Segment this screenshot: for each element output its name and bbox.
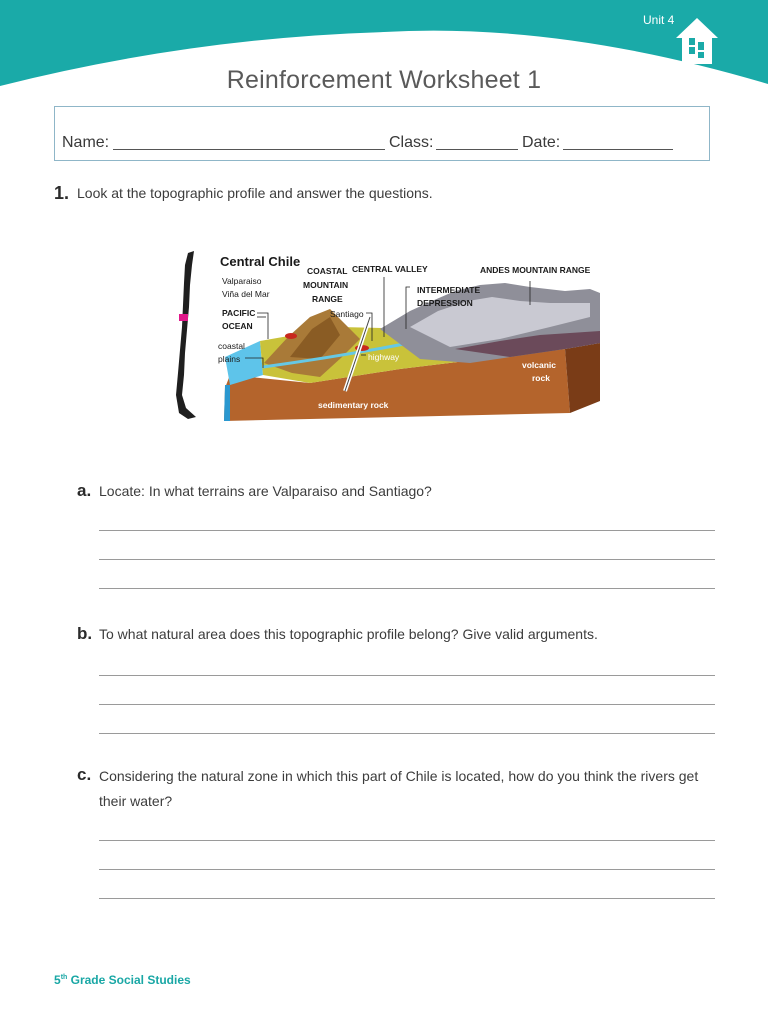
- coastal-plains-label-2: plains: [218, 354, 241, 364]
- sub-question-text-line1: Considering the natural zone in which this part of Chile is located, how do you think the rivers get: [99, 768, 699, 784]
- answer-line[interactable]: [99, 869, 715, 870]
- diagram-title: Central Chile: [220, 254, 301, 269]
- footer-subject: Grade Social Studies: [67, 973, 191, 987]
- santiago-label: Santiago: [330, 309, 364, 319]
- rock-label: rock: [532, 373, 550, 383]
- topographic-profile-diagram: [170, 245, 610, 425]
- student-info-box: [54, 106, 710, 161]
- class-field[interactable]: [436, 149, 518, 150]
- highway-label: highway: [368, 352, 400, 362]
- unit-label: Unit 4: [643, 13, 675, 27]
- coastal-label: COASTAL: [307, 266, 348, 276]
- house-icon: [672, 16, 722, 66]
- answer-line[interactable]: [99, 898, 715, 899]
- central-valley-label: CENTRAL VALLEY: [352, 264, 428, 274]
- valparaiso-marker: [285, 333, 297, 339]
- sub-question-text: To what natural area does this topographic profile belong? Give valid arguments.: [99, 626, 598, 642]
- depression-label: DEPRESSION: [417, 298, 473, 308]
- footer-ordinal: th: [60, 974, 68, 981]
- sub-question-text: Locate: In what terrains are Valparaiso and Santiago?: [99, 483, 432, 499]
- vina-label: Viña del Mar: [222, 289, 270, 299]
- date-label: Date:: [522, 134, 561, 151]
- answer-line[interactable]: [99, 675, 715, 676]
- answer-line[interactable]: [99, 588, 715, 589]
- date-field[interactable]: [563, 149, 673, 150]
- valparaiso-label: Valparaiso: [222, 276, 262, 286]
- sub-question-letter: c.: [77, 765, 92, 784]
- sub-question-text-line2: their water?: [99, 793, 173, 809]
- coastal-plains-label-1: coastal: [218, 341, 245, 351]
- sedimentary-label: sedimentary rock: [318, 400, 389, 410]
- footer-course-title: [54, 973, 191, 987]
- intermediate-label: INTERMEDIATE: [417, 285, 481, 295]
- question-text: Look at the topographic profile and answer the questions.: [77, 185, 433, 201]
- mountain-label: MOUNTAIN: [303, 280, 349, 290]
- name-field[interactable]: [113, 149, 385, 150]
- name-label: Name:: [62, 134, 110, 151]
- map-location-marker: [179, 314, 188, 321]
- andes-label: ANDES MOUNTAIN RANGE: [480, 265, 591, 275]
- class-label: Class:: [389, 134, 434, 151]
- range-label: RANGE: [312, 294, 343, 304]
- ocean-label: OCEAN: [222, 321, 253, 331]
- answer-line[interactable]: [99, 840, 715, 841]
- answer-line[interactable]: [99, 704, 715, 705]
- page-title: Reinforcement Worksheet 1: [226, 66, 542, 94]
- volcanic-label: volcanic: [522, 360, 557, 370]
- footer-grade: 5: [54, 973, 61, 987]
- chile-map: [176, 251, 196, 419]
- sub-question-letter: a.: [77, 481, 92, 500]
- answer-line[interactable]: [99, 559, 715, 560]
- sub-question-letter: b.: [77, 624, 93, 643]
- pacific-label: PACIFIC: [222, 308, 256, 318]
- answer-line[interactable]: [99, 530, 715, 531]
- question-number: 1.: [54, 183, 70, 203]
- answer-line[interactable]: [99, 733, 715, 734]
